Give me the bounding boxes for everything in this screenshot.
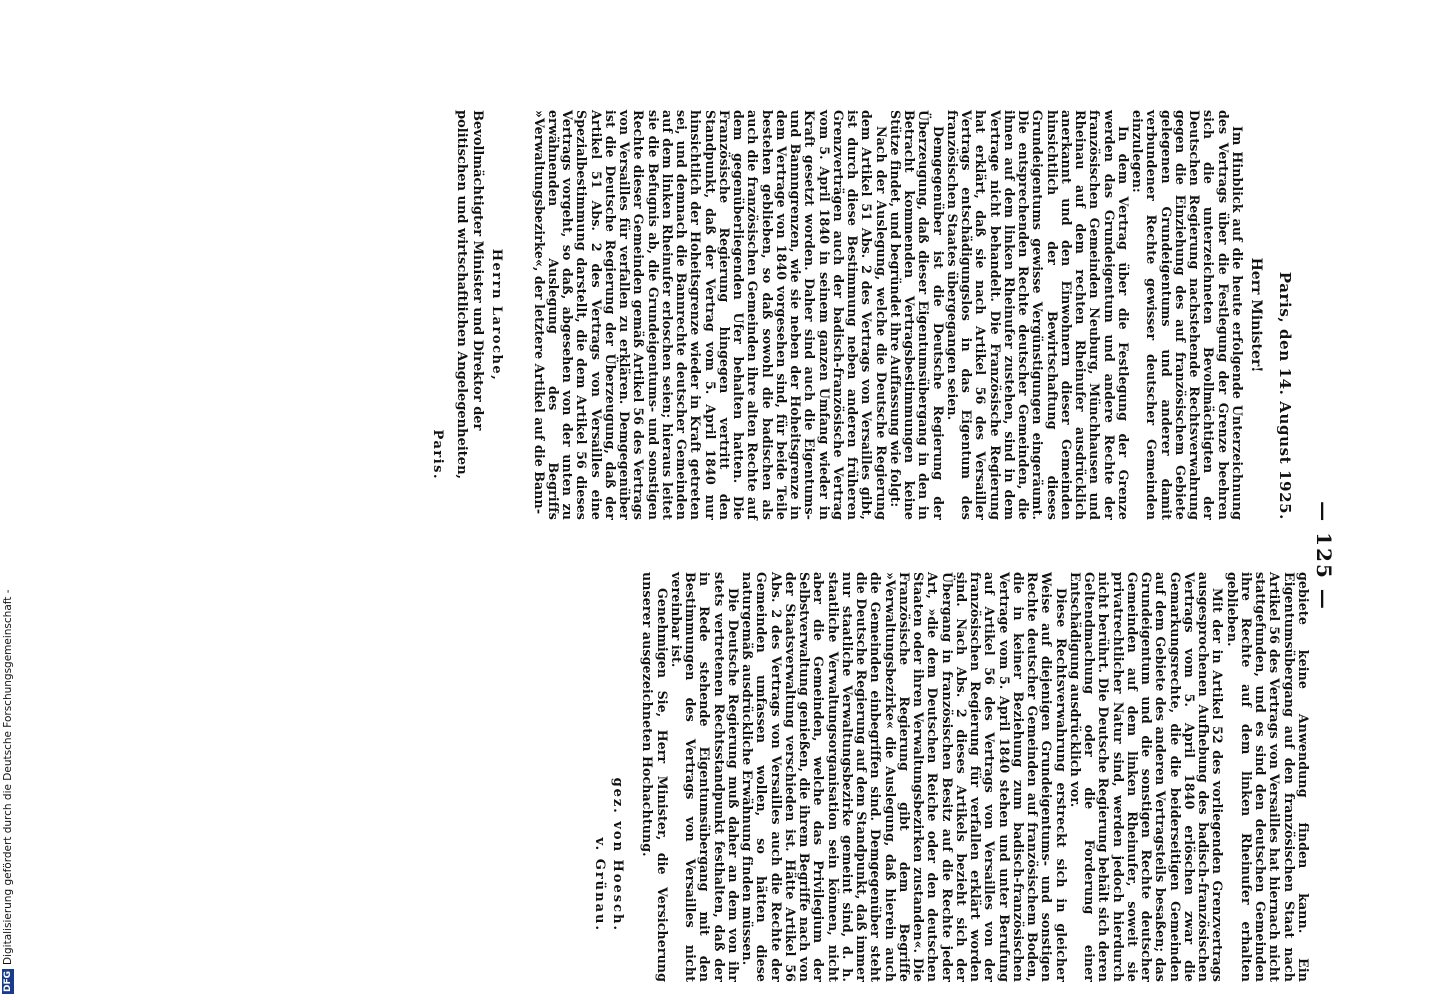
paragraph: Genehmigen Sie, Herr Minister, die Versicherung unserer ausgezeichneten Hochachtung. (640, 572, 670, 982)
paragraph: Nach der Auslegung, welche die Deutsche Regierung dem Artikel 51 Abs. 2 des Vertrags von Versailles gibt, ist durch diese Bestimmung neben anderen früheren Grenzverträgen auch der badisch-französische Vertrag vom 5. April 1840 in seinem ganzen Umfang wieder in Kraft gesetzt worden. Daher sind auch die Eigentums- und Bannngrenzen, wie sie neben der Hoheitsgrenze in dem Vertrage von 1840 vorgesehen sind, für beide Teile bestehen geblieben, so daß sowohl die badischen als auch die französischen Gemeinden ihre alten Rechte auf dem gegenüberliegenden Ufer behalten hatten. Die Französische Regierung hingegen vertritt den Standpunkt, daß der Vertrag vom 5. April 1840 nur hinsichtlich der Hoheitsgrenze wieder in Kraft getreten sei, und demnach die Bannrechte deutscher Gemeinden auf dem linken Rheinufer erloschen seien; hieraus leitet sie die Befugnis ab, die Grundeigentums- und sonstigen Rechte dieser Gemeinden gemäß Artikel 56 des Vertrags von Versailles für verfallen zu erklären. Demgegenüber ist die Deutsche Regierung der Überzeugung, daß der Artikel 51 Abs. 2 des Vertrags von Versailles eine Spezialbestimmung darstellt, die dem Artikel 56 dieses Vertrags vorgeht, so daß, abgesehen von der unten zu erwähnenden Auslegung des Begriffs »Verwaltungsbezirke«, der letztere Artikel auf die Bann- (531, 110, 889, 520)
dfg-logo-icon: DFG (3, 970, 13, 992)
signature-line: v. Grünau. (592, 837, 608, 932)
addressee-city: Paris. (430, 429, 445, 480)
credit-text: Digitalisierung gefördert durch die Deutsche Forschungsgemeinschaft - (2, 589, 14, 965)
paragraph: Diese Rechtsverwahrung erstreckt sich in gleicher Weise auf diejenigen Grundeigentums- und sonstigen Rechte deutscher Gemeinden auf französischem Boden, die in keiner Beziehung zum badisch-französischen Vertrage vom 5. April 1840 stehen und unter Berufung auf Artikel 56 des Vertrags von Versailles von der französischen Regierung für verfallen erklärt worden sind. Nach Abs. 2 dieses Artikels bezieht sich der Übergang in französischen Besitz auf die Rechte jeder Art, »die dem Deutschen Reiche oder den deutschen Staaten oder ihren Verwaltungsbezirken zustanden«. Die Französische Regierung gibt dem Begriffe »Verwaltungsbezirke« die Auslegung, daß hierein auch die Gemeinden einbegriffen sind. Demgegenüber steht die Deutsche Regierung auf dem Standpunkt, daß immer nur staatliche Verwaltungsbezirke gemeint sind, d. h. staatliche Verwaltungsorganisation sein können, nicht aber die Gemeinden, welche das Privilegium der Selbstverwaltung genießen, die ihrem Begriffe nach von der Staatsverwaltung verschieden ist. Hätte Artikel 56 Abs. 2 des Vertrags von Versailles auch die Rechte der Gemeinden umfassen wollen, so hätten diese naturgemäß ausdrückliche Erwähnung finden müssen. (740, 572, 1069, 982)
rotated-document (270, 110, 1336, 990)
signature-block (590, 572, 626, 982)
dateline: Paris, den 14. August 1925. (1276, 271, 1294, 520)
paragraph: Demgegenüber ist die Deutsche Regierung der Überzeugung, daß dieser Eigentumsübergang in den in Betracht kommenden Vertragsbestimmungen keine Stütze findet, und begründet ihre Auffassung wie folgt: (888, 110, 946, 520)
letter-column-2 (590, 572, 1310, 982)
signature-line: gez. von Hoesch. (610, 777, 626, 932)
page-number: — 125 — (1312, 501, 1336, 611)
paragraph: gebiete keine Anwendung finden kann. Ein Eigentumsübergang auf den französischen Staat nach Artikel 56 des Vertrags von Versailles hat hiernach nicht stattgefunden, und es sind den deutschen Gemeinden ihre Rechte auf dem linken Rheinufer erhalten geblieben. (1224, 572, 1311, 982)
paragraph: Mit der in Artikel 52 des vorliegenden Grenzvertrags ausgesprochenen Aufhebung des badisch-französischen Vertrags vom 5. April 1840 erlöschen zwar die Gemarkungsrechte, die die beiderseitigen Gemeinden auf dem Gebiete des anderen Vertragsteils besaßen; das Grundeigentum und die sonstigen Rechte deutscher Gemeinden auf dem linken Rheinufer, soweit sie privatrechtlicher Natur sind, werden jedoch hierdurch nicht berührt. Die Deutsche Regierung behält sich deren Geltendmachung oder die Forderung einer Entschädigung ausdrücklich vor. (1068, 572, 1226, 982)
digitization-credit (2, 589, 14, 994)
paragraph: In dem Vertrag über die Festlegung der Grenze werden das Grundeigentum und andere Rechte der französischen Gemeinden Neuburg, Münchhausen und Rheinau auf dem rechten Rheinufer ausdrücklich anerkannt und den Einwohnern dieser Gemeinden hinsichtlich der Bewirtschaftung dieses Grundeigentums gewisse Vergünstigungen eingeräumt. Die entsprechenden Rechte deutscher Gemeinden, die ihnen auf dem linken Rheinufer zustehen, sind in dem Vertrage nicht behandelt. Die Französische Regierung hat erklärt, daß sie nach Artikel 56 des Versailler Vertrags entschädigungslos in das Eigentum des französischen Staates übergegangen seien. (945, 110, 1131, 520)
addressee-line: politischen und wirtschaftlichen Angelegenheiten, (454, 110, 469, 480)
letter-column-1 (430, 110, 1295, 520)
paragraph: Die Deutsche Regierung muß daher an dem von ihr stets vertretenen Rechtsstandpunkt festhalten, daß der in Rede stehende Eigentumsübergang mit den Bestimmungen des Vertrags von Versailles nicht vereinbar ist. (669, 572, 741, 982)
addressee-name: Herrn Laroche, (489, 248, 504, 382)
addressee-line: Bevollmächtigter Minister und Direktor der (470, 110, 485, 431)
addressee-block (430, 110, 504, 520)
salutation: Herr Minister! (1248, 257, 1264, 373)
paragraph: Im Hinblick auf die heute erfolgende Unterzeichnung des Vertrags über die Festlegung der Grenze beehren sich die unterzeichneten Bevollmächtigten der Deutschen Regierung nachstehende Rechtsverwahrung gegen die Einziehung des auf französischem Gebiete gelegenen Grundeigentums und anderer damit verbundener Rechte gewisser deutscher Gemeinden einzulegen: (1130, 110, 1245, 520)
